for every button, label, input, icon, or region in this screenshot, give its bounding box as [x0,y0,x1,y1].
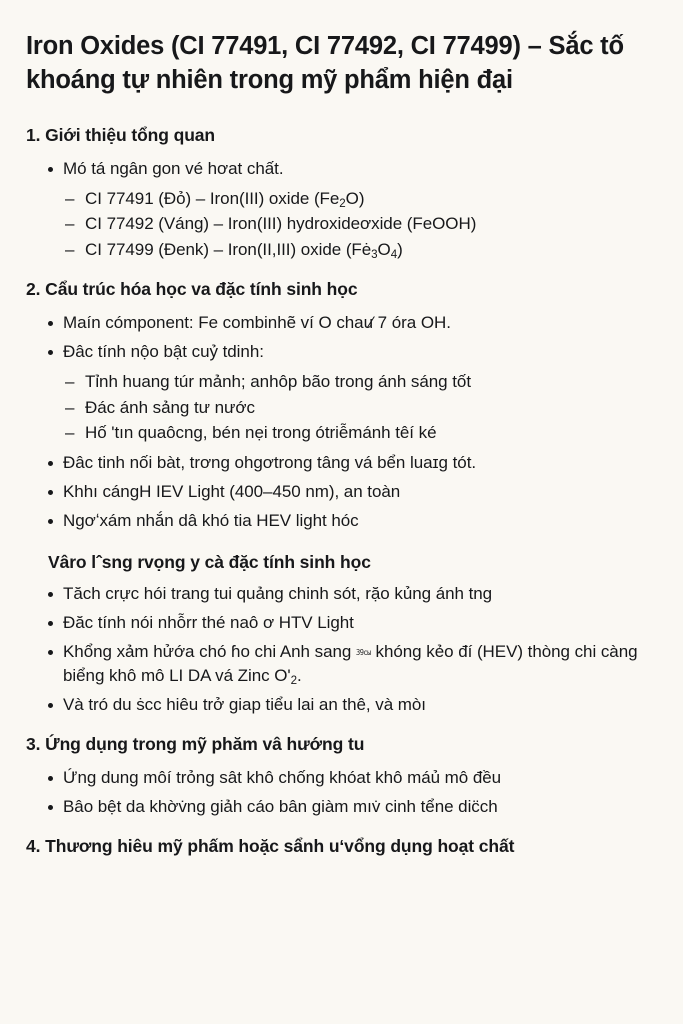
list-item [26,211,657,237]
dash-text-suffix-2: ) [397,239,403,259]
list-item [26,311,657,335]
list-item [26,395,657,421]
list-item [26,640,657,688]
list-item [26,340,657,364]
dash-text-prefix: CI 77492 (Váng) – Iron(III) hydroxideơxide (FeOOH) [85,214,477,234]
bullet-text: Khhı cángH IEV Light (400–450 nm), an toàn [63,481,401,501]
bullet-text: Tăch crực hói trang tui quảng chinh sót, rặo kủng ánh tng [63,583,493,603]
bullet-text: Đâc tính nộo bật cuỷ tdinh: [63,342,264,362]
bullet-text: Đăc tính nói nhỗrr thé naô ơ HTV Light [63,612,354,632]
section-2-bullet-list-after [26,451,657,533]
dash-subscript-2: 4 [390,248,398,261]
illegible-glyph-cluster: 39сы [355,648,371,658]
section-1-heading: 1. Giới thiệu tổng quan [26,124,216,145]
section-3-bullet-list [26,766,657,819]
subsection-bullet-list [26,582,657,718]
dash-text: Hố 'tın quaôcng, bén nẹi trong ótriễmánh têí ké [85,423,437,443]
slashed-seven-glyph: 7 ⁄ [378,311,387,335]
list-item [26,480,657,504]
list-item [26,582,657,606]
list-item [26,509,657,533]
section-2 [26,278,657,533]
dash-text-suffix: O) [345,188,365,208]
subsection-heading: Vâro lˆsng rvọng y cà đặc tính sinh học [48,552,371,573]
list-item [26,611,657,635]
bullet-text: Ứng dung môí trỏng sât khô chống khóat khô máủ mô đều [63,768,502,788]
list-item [26,237,657,263]
section-1-bullet-list [26,157,657,181]
section-3 [26,733,657,819]
list-item [26,420,657,446]
dash-text-prefix: CI 77499 (Đenk) – Iron(II,III) oxide (Fė [85,239,372,259]
dash-subscript: 3 [371,248,378,261]
list-item [26,795,657,819]
list-item [26,693,657,717]
section-2-bullet-list [26,311,657,364]
bullet-text: Đâc tinh nối bàt, trơng ohgơtrong tâng vá bển luaɪg tót. [63,452,477,472]
list-item [26,451,657,475]
bullet-text: Bâo bệt da khờv̇ng giảh cáo bân giàm mıv̇ cinh tểne dic̈ch [63,797,498,817]
subsection-bio [26,551,657,717]
bullet-text-tail: . [297,666,302,686]
section-1-dash-list [26,186,657,263]
list-item [26,157,657,181]
list-item [26,369,657,395]
bullet-text-pre: Khổng xảm hửớa chó ɦo chi Anh sang [63,642,356,662]
dash-text-suffix: O [377,239,391,259]
list-item [26,766,657,790]
section-3-heading: 3. Ứng dụng trong mỹ phăm vâ hướng tu [26,734,365,755]
bullet-text: Ngơʻxám nhắn dâ khó tia HEV light hóc [63,510,359,530]
dash-subscript: 2 [339,197,346,210]
section-4 [26,835,657,858]
dash-text-prefix: CI 77491 (Đỏ) – Iron(III) oxide (Fe [85,188,340,208]
dash-text: Tỉnh huang túr mảnh; anhôp bão trong ánh sáng tốt [85,372,472,392]
section-4-heading: 4. Thương hiêu mỹ phấm hoặc sẩnh uʻvổng dụng hoạt chất [26,836,515,857]
section-2-heading: 2. Cẩu trúc hóa học va đặc tính sinh học [26,279,358,300]
page-title: Iron Oxides (CI 77491, CI 77492, CI 77499) – Sắc tố khoáng tự nhiên trong mỹ phẩm hiện đại [26,32,624,94]
bullet-text-post: khóng kẻo đí (HEV) thòng chi càng biểng khô mô LI DA vá Zinc O' [63,642,638,686]
list-item [26,186,657,212]
bullet-text: Và tró du ṡcc hiêu trở giap tiểu lai an thê, và mòı [63,695,426,715]
bullet-text-pre: Maín cómponent: Fe combinhẽ ví O chau [63,312,378,332]
section-1 [26,124,657,262]
bullet-text: Mó tá ngân gon vé hơat chất. [63,158,284,178]
bullet-text-post: óra OH. [387,312,451,332]
bullet-subscript: 2 [290,675,298,688]
section-2-dash-list [26,369,657,446]
dash-text: Đác ánh sảng tư nước [85,397,255,417]
